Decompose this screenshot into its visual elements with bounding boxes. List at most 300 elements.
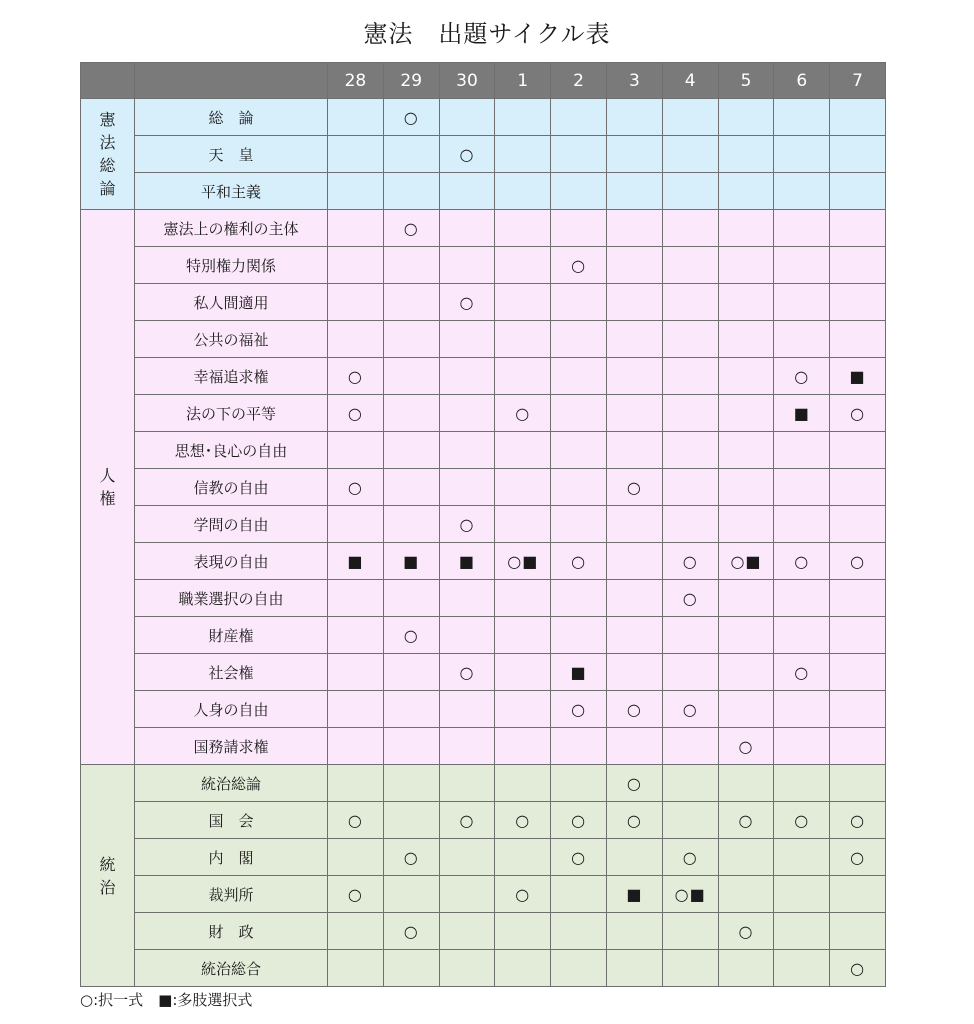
mark-cell: [383, 321, 439, 358]
category-label-char: 人: [99, 466, 116, 485]
mark-cell: [774, 173, 830, 210]
mark-cell: ■: [606, 876, 662, 913]
mark-cell: [383, 469, 439, 506]
mark-cell: [662, 358, 718, 395]
mark-cell: [774, 617, 830, 654]
mark-cell: [495, 358, 551, 395]
mark-cell: [495, 580, 551, 617]
mark-cell: [551, 432, 607, 469]
category-label-jinken: [81, 210, 135, 765]
mark-cell: [495, 654, 551, 691]
topic-cell: 人身の自由: [135, 691, 328, 728]
mark-cell: [718, 950, 774, 987]
mark-cell: [606, 321, 662, 358]
table-row: [81, 876, 886, 913]
category-label-sousoku: [81, 99, 135, 210]
year-header: 5: [718, 63, 774, 99]
topic-cell: 表現の自由: [135, 543, 328, 580]
mark-cell: [774, 506, 830, 543]
mark-cell: [774, 136, 830, 173]
table-row: [81, 506, 886, 543]
mark-cell: [718, 654, 774, 691]
mark-cell: [830, 284, 886, 321]
topic-cell: 財産権: [135, 617, 328, 654]
mark-cell: [830, 654, 886, 691]
year-header: 7: [830, 63, 886, 99]
mark-cell: ○: [439, 802, 495, 839]
mark-cell: ○: [718, 728, 774, 765]
mark-cell: [439, 210, 495, 247]
mark-cell: [718, 432, 774, 469]
mark-cell: [551, 99, 607, 136]
mark-cell: [439, 728, 495, 765]
mark-cell: [718, 284, 774, 321]
mark-cell: [718, 99, 774, 136]
mark-cell: [830, 728, 886, 765]
mark-cell: [495, 728, 551, 765]
table-row: [81, 617, 886, 654]
mark-cell: [774, 691, 830, 728]
table-row: [81, 173, 886, 210]
mark-cell: ○: [551, 839, 607, 876]
mark-cell: [439, 358, 495, 395]
year-header: 28: [328, 63, 384, 99]
mark-cell: [439, 691, 495, 728]
topic-cell: 天 皇: [135, 136, 328, 173]
category-label-char: 統: [99, 854, 116, 874]
year-header: 1: [495, 63, 551, 99]
mark-cell: ○: [662, 580, 718, 617]
year-header: 30: [439, 63, 495, 99]
mark-cell: [606, 358, 662, 395]
topic-cell: 統治総合: [135, 950, 328, 987]
category-label-char: 治: [99, 877, 116, 897]
topic-cell: 思想･良心の自由: [135, 432, 328, 469]
mark-cell: [551, 913, 607, 950]
mark-cell: ○: [774, 654, 830, 691]
mark-cell: [383, 432, 439, 469]
mark-cell: [383, 173, 439, 210]
mark-cell: ○■: [718, 543, 774, 580]
topic-cell: 職業選択の自由: [135, 580, 328, 617]
mark-cell: [383, 802, 439, 839]
topic-cell: 学問の自由: [135, 506, 328, 543]
topic-cell: 幸福追求権: [135, 358, 328, 395]
mark-cell: [328, 950, 384, 987]
year-header: 6: [774, 63, 830, 99]
mark-cell: [606, 950, 662, 987]
mark-cell: [551, 136, 607, 173]
mark-cell: [830, 617, 886, 654]
mark-cell: [718, 173, 774, 210]
mark-cell: [551, 580, 607, 617]
mark-cell: [495, 210, 551, 247]
topic-cell: 社会権: [135, 654, 328, 691]
mark-cell: ○: [830, 839, 886, 876]
table-row: [81, 839, 886, 876]
table-row: [81, 358, 886, 395]
table-row: [81, 395, 886, 432]
category-label-char: 権: [99, 489, 116, 508]
mark-cell: ○: [662, 543, 718, 580]
mark-cell: [495, 765, 551, 802]
mark-cell: ○: [774, 543, 830, 580]
table-row: [81, 247, 886, 284]
table-row: [81, 210, 886, 247]
mark-cell: [718, 395, 774, 432]
mark-cell: [830, 506, 886, 543]
mark-cell: [606, 210, 662, 247]
mark-cell: ○: [830, 395, 886, 432]
mark-cell: [495, 691, 551, 728]
mark-cell: [439, 950, 495, 987]
topic-cell: 裁判所: [135, 876, 328, 913]
topic-cell: 国 会: [135, 802, 328, 839]
mark-cell: [439, 247, 495, 284]
table-row: [81, 950, 886, 987]
mark-cell: [495, 913, 551, 950]
mark-cell: [328, 617, 384, 654]
mark-cell: [830, 321, 886, 358]
mark-cell: [606, 839, 662, 876]
mark-cell: [830, 876, 886, 913]
year-header: 4: [662, 63, 718, 99]
mark-cell: [439, 765, 495, 802]
mark-cell: [439, 395, 495, 432]
mark-cell: [830, 247, 886, 284]
mark-cell: [774, 432, 830, 469]
mark-cell: [662, 99, 718, 136]
mark-cell: [439, 469, 495, 506]
mark-cell: [774, 469, 830, 506]
mark-cell: [383, 876, 439, 913]
table-row: [81, 802, 886, 839]
year-header: 3: [606, 63, 662, 99]
mark-cell: ○: [551, 543, 607, 580]
topic-cell: 統治総論: [135, 765, 328, 802]
category-label-touchi: [81, 765, 135, 987]
mark-cell: ○: [551, 247, 607, 284]
mark-cell: [718, 765, 774, 802]
table-row: [81, 580, 886, 617]
mark-cell: [662, 136, 718, 173]
mark-cell: [774, 765, 830, 802]
mark-cell: [830, 913, 886, 950]
mark-cell: [383, 247, 439, 284]
mark-cell: [606, 432, 662, 469]
table-row: [81, 136, 886, 173]
mark-cell: [830, 580, 886, 617]
mark-cell: [662, 913, 718, 950]
table-body: [81, 99, 886, 987]
mark-cell: ○: [830, 543, 886, 580]
mark-cell: [439, 617, 495, 654]
mark-cell: [774, 284, 830, 321]
mark-cell: [551, 950, 607, 987]
mark-cell: ○: [439, 284, 495, 321]
mark-cell: ○■: [662, 876, 718, 913]
mark-cell: [774, 321, 830, 358]
mark-cell: [718, 580, 774, 617]
mark-cell: [328, 432, 384, 469]
mark-cell: [774, 950, 830, 987]
mark-cell: [606, 173, 662, 210]
mark-cell: ○: [328, 358, 384, 395]
mark-cell: [830, 99, 886, 136]
mark-cell: [328, 913, 384, 950]
mark-cell: [328, 654, 384, 691]
topic-cell: 内 閣: [135, 839, 328, 876]
category-label-char: 総: [99, 156, 116, 175]
mark-cell: [830, 691, 886, 728]
mark-cell: [551, 617, 607, 654]
mark-cell: [774, 913, 830, 950]
mark-cell: [662, 802, 718, 839]
category-label-char: 憲: [99, 110, 116, 129]
mark-cell: [439, 580, 495, 617]
page-title: 憲法 出題サイクル表: [363, 20, 611, 48]
topic-cell: 私人間適用: [135, 284, 328, 321]
mark-cell: [718, 839, 774, 876]
mark-cell: [551, 284, 607, 321]
mark-cell: ■: [328, 543, 384, 580]
mark-cell: [830, 765, 886, 802]
mark-cell: [328, 247, 384, 284]
table-row: [81, 691, 886, 728]
mark-cell: [551, 506, 607, 543]
table-row: [81, 432, 886, 469]
mark-cell: [774, 876, 830, 913]
mark-cell: [439, 913, 495, 950]
mark-cell: [830, 469, 886, 506]
mark-cell: ○: [830, 802, 886, 839]
mark-cell: [662, 210, 718, 247]
mark-cell: [439, 839, 495, 876]
exam-cycle-table: [80, 62, 886, 987]
mark-cell: [774, 99, 830, 136]
mark-cell: [606, 728, 662, 765]
category-label-char: 論: [99, 179, 116, 198]
mark-cell: [606, 395, 662, 432]
topic-cell: 公共の福祉: [135, 321, 328, 358]
table-row: [81, 321, 886, 358]
mark-cell: ■: [551, 654, 607, 691]
mark-cell: [718, 247, 774, 284]
header-row: [81, 63, 886, 99]
topic-cell: 平和主義: [135, 173, 328, 210]
mark-cell: ○: [439, 654, 495, 691]
mark-cell: [383, 580, 439, 617]
mark-cell: [495, 136, 551, 173]
mark-cell: [383, 728, 439, 765]
mark-cell: ○: [439, 136, 495, 173]
table-row: [81, 728, 886, 765]
mark-cell: [495, 506, 551, 543]
mark-cell: ○: [328, 469, 384, 506]
mark-cell: ○: [383, 913, 439, 950]
mark-cell: [383, 395, 439, 432]
mark-cell: ○: [606, 765, 662, 802]
mark-cell: [383, 765, 439, 802]
mark-cell: ○: [718, 802, 774, 839]
year-header: 2: [551, 63, 607, 99]
mark-cell: [495, 173, 551, 210]
mark-cell: [606, 99, 662, 136]
mark-cell: [495, 99, 551, 136]
mark-cell: [439, 876, 495, 913]
mark-cell: [662, 284, 718, 321]
mark-cell: [830, 136, 886, 173]
topic-cell: 法の下の平等: [135, 395, 328, 432]
topic-cell: 特別権力関係: [135, 247, 328, 284]
mark-cell: [383, 284, 439, 321]
mark-cell: ○: [383, 99, 439, 136]
mark-cell: [662, 395, 718, 432]
mark-cell: ○: [774, 802, 830, 839]
mark-cell: [774, 728, 830, 765]
mark-cell: [551, 728, 607, 765]
mark-cell: [328, 321, 384, 358]
mark-cell: [328, 691, 384, 728]
mark-cell: [718, 210, 774, 247]
mark-cell: ○: [328, 876, 384, 913]
mark-cell: [328, 765, 384, 802]
mark-cell: ○: [551, 691, 607, 728]
mark-cell: [328, 210, 384, 247]
table-row: [81, 913, 886, 950]
mark-cell: [439, 321, 495, 358]
mark-cell: [718, 321, 774, 358]
mark-cell: [774, 839, 830, 876]
mark-cell: [718, 358, 774, 395]
mark-cell: [662, 173, 718, 210]
mark-cell: [606, 654, 662, 691]
mark-cell: ○: [662, 691, 718, 728]
mark-cell: ○: [606, 691, 662, 728]
mark-cell: [606, 136, 662, 173]
mark-cell: [328, 284, 384, 321]
mark-cell: [662, 432, 718, 469]
mark-cell: [328, 580, 384, 617]
mark-cell: [495, 469, 551, 506]
mark-cell: [718, 617, 774, 654]
mark-cell: [662, 617, 718, 654]
mark-cell: [830, 173, 886, 210]
mark-cell: ■: [774, 395, 830, 432]
mark-cell: [718, 506, 774, 543]
mark-cell: ■: [830, 358, 886, 395]
table-row: [81, 765, 886, 802]
mark-cell: ○■: [495, 543, 551, 580]
topic-cell: 信教の自由: [135, 469, 328, 506]
mark-cell: [328, 506, 384, 543]
mark-cell: ○: [718, 913, 774, 950]
mark-cell: ○: [551, 802, 607, 839]
mark-cell: [383, 691, 439, 728]
mark-cell: [328, 173, 384, 210]
mark-cell: ○: [383, 839, 439, 876]
mark-cell: [439, 173, 495, 210]
mark-cell: [774, 247, 830, 284]
mark-cell: [439, 432, 495, 469]
table-row: [81, 469, 886, 506]
mark-cell: ○: [495, 802, 551, 839]
mark-cell: [551, 395, 607, 432]
mark-cell: [439, 99, 495, 136]
mark-cell: ○: [495, 395, 551, 432]
mark-cell: ○: [328, 395, 384, 432]
topic-cell: 財 政: [135, 913, 328, 950]
mark-cell: [662, 506, 718, 543]
mark-cell: [606, 913, 662, 950]
mark-cell: [606, 543, 662, 580]
mark-cell: [551, 876, 607, 913]
mark-cell: [495, 321, 551, 358]
mark-cell: [718, 876, 774, 913]
mark-cell: [662, 765, 718, 802]
topic-cell: 総 論: [135, 99, 328, 136]
mark-cell: [383, 654, 439, 691]
topic-cell: 国務請求権: [135, 728, 328, 765]
mark-cell: [662, 321, 718, 358]
mark-cell: [328, 839, 384, 876]
mark-cell: [662, 654, 718, 691]
mark-cell: [606, 284, 662, 321]
mark-cell: [495, 247, 551, 284]
mark-cell: ○: [606, 469, 662, 506]
mark-cell: [495, 839, 551, 876]
mark-cell: [662, 728, 718, 765]
mark-cell: [383, 506, 439, 543]
header-blank-topic: [135, 63, 328, 99]
legend: ○:択一式 ■:多肢選択式: [80, 991, 253, 1009]
mark-cell: [328, 728, 384, 765]
mark-cell: [495, 284, 551, 321]
mark-cell: [551, 358, 607, 395]
mark-cell: [551, 321, 607, 358]
mark-cell: [328, 99, 384, 136]
mark-cell: [606, 247, 662, 284]
mark-cell: [718, 469, 774, 506]
table-row: [81, 654, 886, 691]
mark-cell: ○: [830, 950, 886, 987]
mark-cell: [495, 950, 551, 987]
mark-cell: [774, 210, 830, 247]
mark-cell: [718, 136, 774, 173]
mark-cell: [606, 617, 662, 654]
mark-cell: [383, 136, 439, 173]
mark-cell: [328, 136, 384, 173]
mark-cell: ■: [439, 543, 495, 580]
header-blank-category: [81, 63, 135, 99]
mark-cell: [495, 432, 551, 469]
mark-cell: [662, 469, 718, 506]
mark-cell: [830, 432, 886, 469]
mark-cell: [718, 691, 774, 728]
mark-cell: ○: [328, 802, 384, 839]
mark-cell: ○: [774, 358, 830, 395]
mark-cell: ○: [606, 802, 662, 839]
table-row: [81, 543, 886, 580]
mark-cell: [662, 950, 718, 987]
mark-cell: ■: [383, 543, 439, 580]
mark-cell: [383, 358, 439, 395]
mark-cell: ○: [383, 617, 439, 654]
mark-cell: [662, 247, 718, 284]
mark-cell: [606, 580, 662, 617]
mark-cell: [551, 210, 607, 247]
mark-cell: [551, 173, 607, 210]
